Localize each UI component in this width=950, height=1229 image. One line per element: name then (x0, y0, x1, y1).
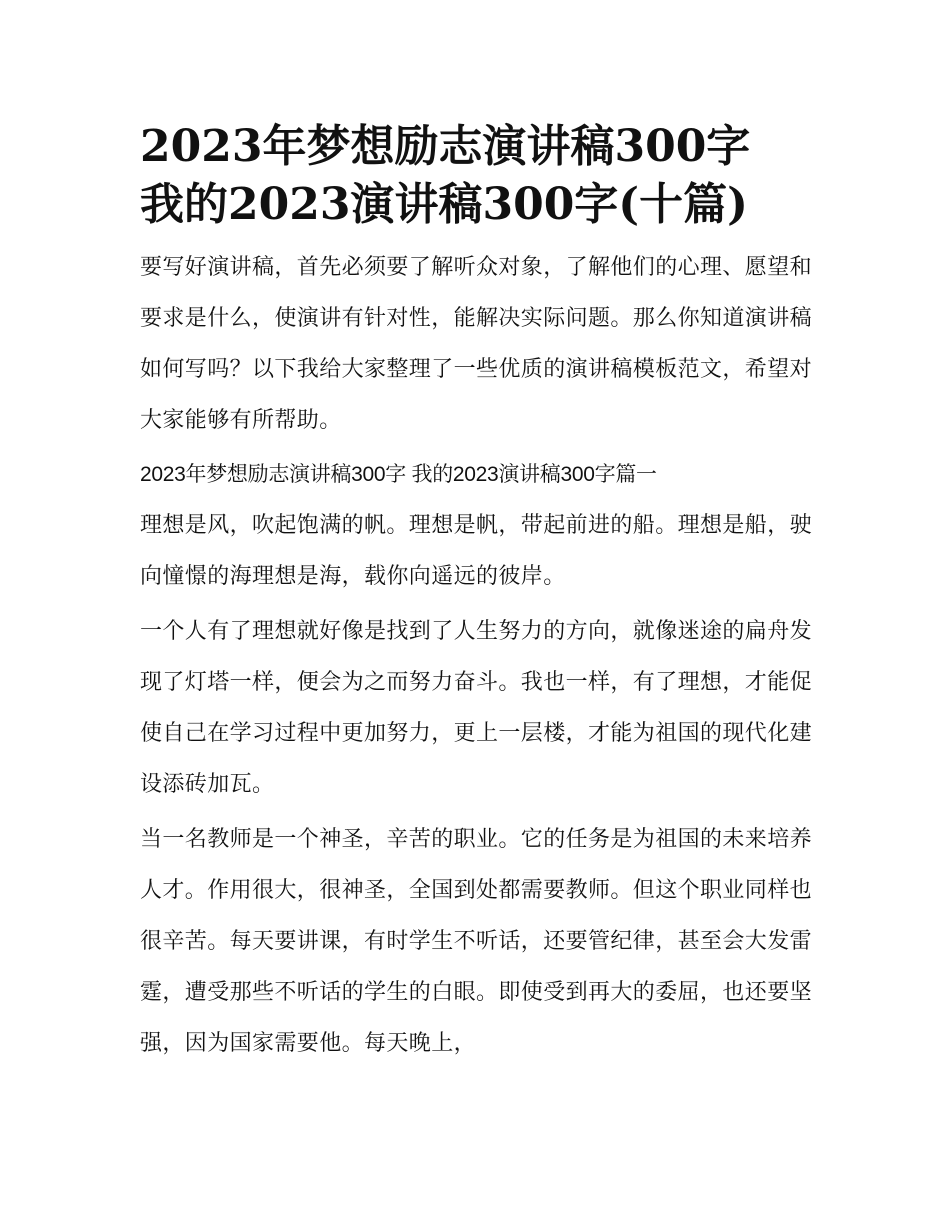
body-paragraph-3: 当一名教师是一个神圣，辛苦的职业。它的任务是为祖国的未来培养人才。作用很大，很神圣，全国到处都需要教师。但这个职业同样也很辛苦。每天要讲课，有时学生不听话，还要管纪律，甚至会大发雷霆，遭受那些不听话的学生的白眼。即使受到再大的委屈，也还要坚强，因为国家需要他。每天晚上， (140, 827, 813, 1056)
body-paragraph-1: 理想是风，吹起饱满的帆。理想是帆，带起前进的船。理想是船，驶向憧憬的海理想是海，载你向遥远的彼岸。 (140, 513, 813, 589)
intro-paragraph: 要写好演讲稿，首先必须要了解听众对象，了解他们的心理、愿望和要求是什么，使演讲有针对性，能解决实际问题。那么你知道演讲稿如何写吗？以下我给大家整理了一些优质的演讲稿模板范文，希望对大家能够有所帮助。 (140, 255, 813, 433)
title-line-2: 我的2023演讲稿300字(十篇) (140, 179, 748, 230)
document-page (140, 118, 812, 1073)
body-paragraph-2: 一个人有了理想就好像是找到了人生努力的方向，就像迷途的扁舟发现了灯塔一样，便会为之而努力奋斗。我也一样，有了理想，才能促使自己在学习过程中更加努力，更上一层楼，才能为祖国的现代化建设添砖加瓦。 (140, 619, 813, 797)
section-heading: 2023年梦想励志演讲稿300字 我的2023演讲稿300字篇一 (140, 463, 657, 486)
document-title (140, 118, 812, 234)
title-line-1: 2023年梦想励志演讲稿300字 (140, 121, 751, 172)
